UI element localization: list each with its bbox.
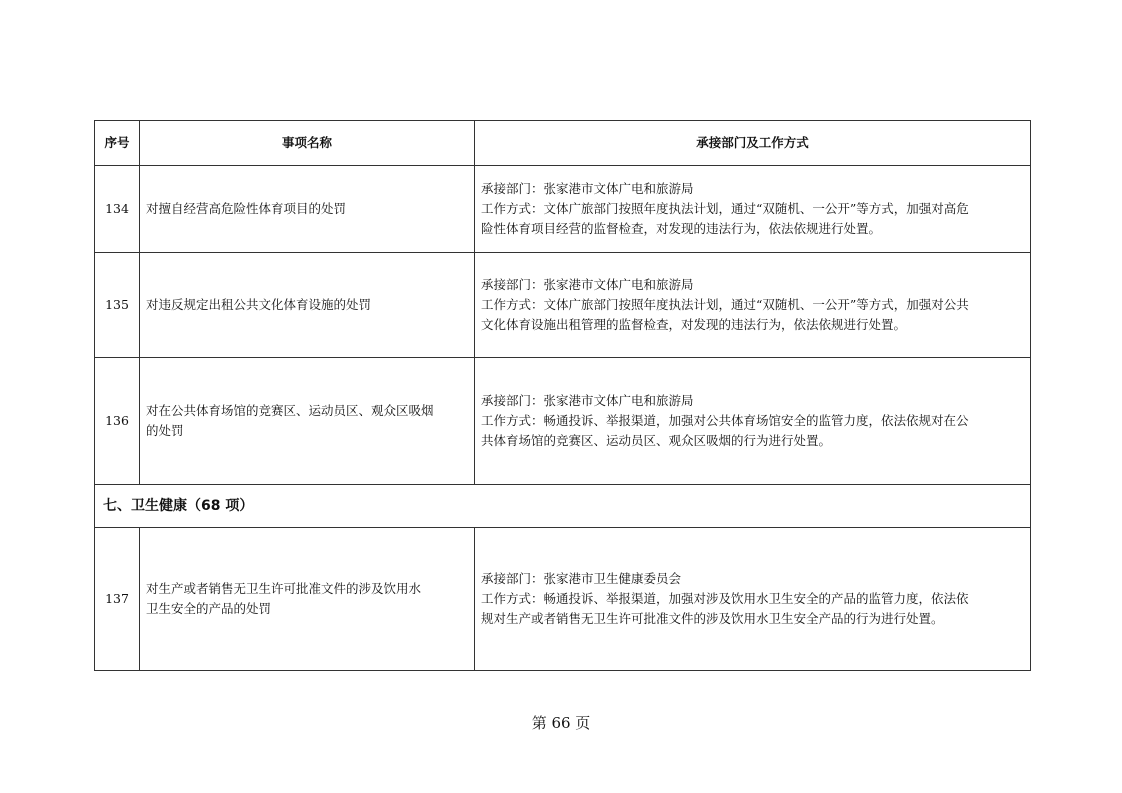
item-name bbox=[140, 166, 475, 253]
table-header-row bbox=[95, 121, 1031, 166]
table-row bbox=[95, 358, 1031, 485]
table-row bbox=[95, 166, 1031, 253]
method-line: 规对生产或者销售无卫生许可批准文件的涉及饮用水卫生安全产品的行为进行处置。 bbox=[481, 611, 944, 626]
row-number: 136 bbox=[95, 358, 140, 485]
dept-method bbox=[475, 358, 1031, 485]
row-number: 135 bbox=[95, 253, 140, 358]
method-line: 工作方式：文体广旅部门按照年度执法计划，通过“双随机、一公开”等方式，加强对高危 bbox=[481, 201, 969, 216]
table-row bbox=[95, 528, 1031, 671]
item-name bbox=[140, 528, 475, 671]
dept-method bbox=[475, 253, 1031, 358]
dept-line: 承接部门：张家港市卫生健康委员会 bbox=[481, 571, 682, 586]
item-name bbox=[140, 253, 475, 358]
section-row bbox=[95, 485, 1031, 528]
dept-method bbox=[475, 528, 1031, 671]
dept-method bbox=[475, 166, 1031, 253]
method-line: 文化体育设施出租管理的监督检查，对发现的违法行为，依法依规进行处置。 bbox=[481, 317, 907, 332]
method-line: 工作方式：畅通投诉、举报渠道，加强对涉及饮用水卫生安全的产品的监管力度，依法依 bbox=[481, 591, 969, 606]
method-line: 险性体育项目经营的监督检查，对发现的违法行为，依法依规进行处置。 bbox=[481, 221, 882, 236]
table-row bbox=[95, 253, 1031, 358]
method-line: 工作方式：畅通投诉、举报渠道，加强对公共体育场馆安全的监管力度，依法依规对在公 bbox=[481, 413, 969, 428]
dept-line: 承接部门：张家港市文体广电和旅游局 bbox=[481, 277, 694, 292]
item-name-line: 对擅自经营高危险性体育项目的处罚 bbox=[146, 201, 347, 216]
item-name-line: 对生产或者销售无卫生许可批准文件的涉及饮用水 bbox=[146, 581, 422, 596]
dept-line: 承接部门：张家港市文体广电和旅游局 bbox=[481, 393, 694, 408]
page-number: 第 66 页 bbox=[531, 714, 591, 732]
header-name: 事项名称 bbox=[140, 121, 475, 166]
row-number: 134 bbox=[95, 166, 140, 253]
item-name bbox=[140, 358, 475, 485]
dept-line: 承接部门：张家港市文体广电和旅游局 bbox=[481, 181, 694, 196]
item-name-line: 对违反规定出租公共文化体育设施的处罚 bbox=[146, 297, 372, 312]
header-dept: 承接部门及工作方式 bbox=[475, 121, 1031, 166]
item-name-line: 卫生安全的产品的处罚 bbox=[146, 601, 272, 616]
method-line: 共体育场馆的竞赛区、运动员区、观众区吸烟的行为进行处置。 bbox=[481, 433, 832, 448]
item-name-line: 的处罚 bbox=[146, 423, 184, 438]
header-no: 序号 bbox=[95, 121, 140, 166]
row-number: 137 bbox=[95, 528, 140, 671]
section-title: 七、卫生健康（68 项） bbox=[95, 485, 1031, 528]
method-line: 工作方式：文体广旅部门按照年度执法计划，通过“双随机、一公开”等方式，加强对公共 bbox=[481, 297, 969, 312]
main-table bbox=[94, 120, 1031, 671]
item-name-line: 对在公共体育场馆的竞赛区、运动员区、观众区吸烟 bbox=[146, 403, 434, 418]
